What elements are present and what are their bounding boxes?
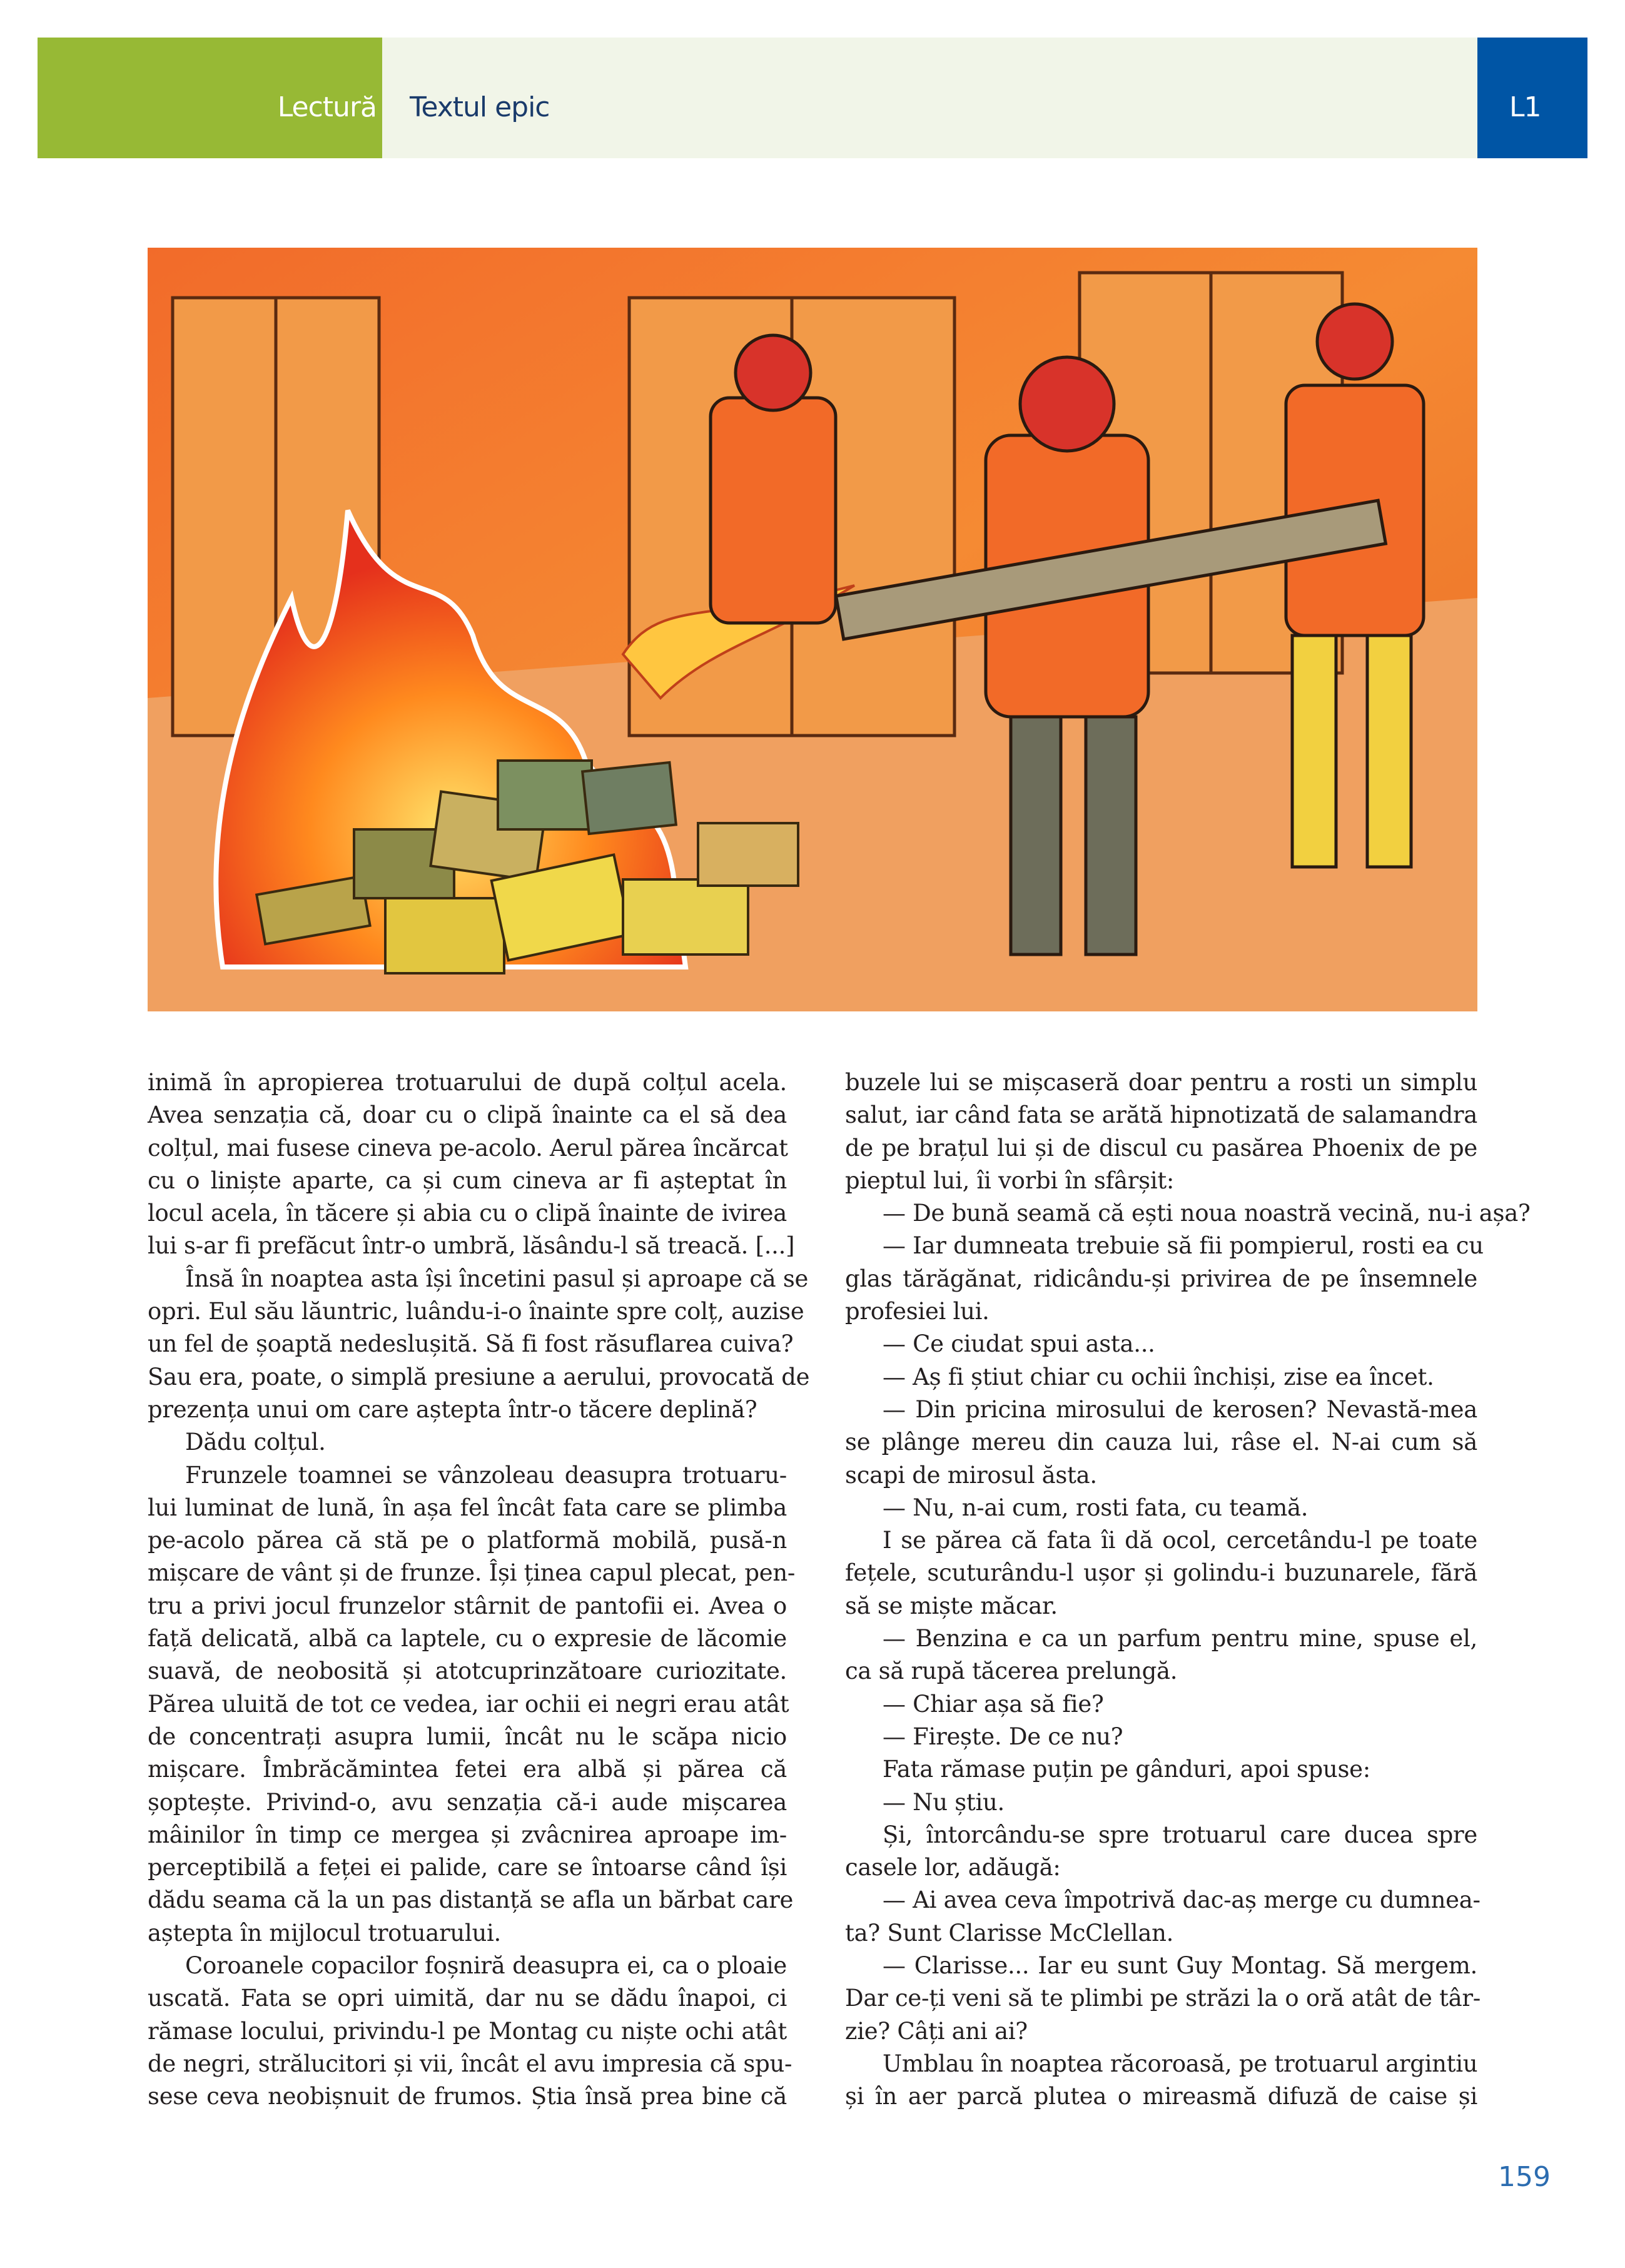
text-line: Avea senzația că, doar cu o clipă înainte ca el să dea xyxy=(148,1101,787,1129)
text-line: casele lor, adăugă: xyxy=(845,1854,1061,1881)
text-line: se plânge mereu din cauza lui, râse el. N-ai cum să xyxy=(845,1429,1477,1456)
text-line: și în aer parcă plutea o mireasmă difuză de caise și xyxy=(845,2083,1477,2110)
text-line: Însă în noaptea asta își încetini pasul și aproape că se xyxy=(185,1265,809,1292)
text-line: — Nu știu. xyxy=(883,1788,1005,1816)
text-line: profesiei lui. xyxy=(845,1298,990,1325)
text-line: cu o liniște aparte, ca și cum cineva ar fi așteptat în xyxy=(148,1167,787,1194)
text-line: buzele lui se mișcaseră doar pentru a rosti un simplu xyxy=(845,1069,1477,1096)
text-column-left xyxy=(148,1066,810,2114)
lesson-label: L1 xyxy=(1509,91,1541,123)
text-line: un fel de șoaptă nedeslușită. Să fi fost răsuflarea cuiva? xyxy=(148,1330,794,1358)
text-line: — Iar dumneata trebuie să fii pompierul, rosti ea cu xyxy=(883,1232,1484,1260)
topic-label: Textul epic xyxy=(410,91,550,123)
text-line: suavă, de neobosită și atotcuprinzătoare curiozitate. xyxy=(148,1658,787,1685)
page-number: 159 xyxy=(1498,2161,1551,2193)
text-line: mișcare de vânt și de frunze. Își ținea capul plecat, pen- xyxy=(148,1559,796,1587)
text-line: pieptul lui, îi vorbi în sfârșit: xyxy=(845,1167,1175,1194)
firemen-burning-books-illustration xyxy=(148,248,1477,1011)
text-line: zie? Câți ani ai? xyxy=(845,2017,1028,2045)
text-line: — Chiar așa să fie? xyxy=(883,1690,1104,1718)
text-line: locul acela, în tăcere și abia cu o clipă înainte de ivirea xyxy=(148,1200,787,1227)
text-line: — Clarisse... Iar eu sunt Guy Montag. Să mergem. xyxy=(883,1952,1477,1980)
text-line: dădu seama că la un pas distanță se afla un bărbat care xyxy=(148,1886,794,1914)
text-line: — Ai avea ceva împotrivă dac-aș merge cu dumnea- xyxy=(883,1886,1481,1914)
text-line: Coroanele copacilor foșniră deasupra ei, ca o ploaie xyxy=(185,1952,787,1980)
section-label: Lectură xyxy=(277,91,377,123)
text-line: Părea uluită de tot ce vedea, iar ochii ei negri erau atât xyxy=(148,1690,789,1718)
text-line: Dădu colțul. xyxy=(185,1429,326,1456)
text-line: glas tărăgănat, ridicându-și privirea de pe însemnele xyxy=(845,1265,1477,1292)
text-line: aștepta în mijlocul trotuarului. xyxy=(148,1919,502,1947)
text-line: fețele, scuturându-l ușor și golindu-i buzunarele, fără xyxy=(845,1559,1477,1587)
text-line: I se părea că fata îi dă ocol, cercetându-l pe toate xyxy=(883,1527,1477,1554)
text-line: — De bună seamă că ești noua noastră vecină, nu-i așa? xyxy=(883,1200,1531,1227)
text-line: ta? Sunt Clarisse McClellan. xyxy=(845,1919,1174,1947)
text-line: sese ceva neobișnuit de frumos. Știa însă prea bine că xyxy=(148,2083,787,2110)
text-line: colțul, mai fusese cineva pe-acolo. Aerul părea încărcat xyxy=(148,1134,788,1162)
text-line: — Firește. De ce nu? xyxy=(883,1723,1123,1750)
text-line: șoptește. Privind-o, avu senzația că-i aude mișcarea xyxy=(148,1788,787,1816)
text-line: de pe brațul lui și de discul cu pasărea Phoenix de pe xyxy=(845,1134,1477,1162)
text-line: față delicată, albă ca laptele, cu o expresie de lăcomie xyxy=(148,1625,787,1653)
text-line: mâinilor în timp ce mergea și zvâcnirea aproape im- xyxy=(148,1821,787,1848)
text-line: Fata rămase puțin pe gânduri, apoi spuse: xyxy=(883,1756,1370,1783)
text-line: Frunzele toamnei se vânzoleau deasupra trotuaru- xyxy=(185,1461,787,1489)
text-line: lui luminat de lună, în așa fel încât fata care se plimba xyxy=(148,1494,787,1521)
text-line: de negri, strălucitori și vii, încât el avu impresia că spu- xyxy=(148,2050,792,2077)
text-line: salut, iar când fata se arătă hipnotizată de salamandra xyxy=(845,1101,1477,1129)
text-line: — Benzina e ca un parfum pentru mine, spuse el, xyxy=(883,1625,1477,1653)
text-line: — Nu, n-ai cum, rosti fata, cu teamă. xyxy=(883,1494,1309,1521)
text-line: rămase locului, privindu-l pe Montag cu niște ochi atât xyxy=(148,2017,787,2045)
text-line: inimă în apropierea trotuarului de după colțul acela. xyxy=(148,1069,787,1096)
text-line: Sau era, poate, o simplă presiune a aerului, provocată de xyxy=(148,1363,810,1390)
text-line: tru a privi jocul frunzelor stârnit de pantofii ei. Avea o xyxy=(148,1592,787,1619)
text-line: scapi de mirosul ăsta. xyxy=(845,1461,1097,1489)
text-line: perceptibilă a feței ei palide, care se întoarse când își xyxy=(148,1854,787,1881)
text-line: lui s-ar fi prefăcut într-o umbră, lăsându-l să treacă. [...] xyxy=(148,1232,795,1260)
text-line: Dar ce-ți veni să te plimbi pe străzi la o oră atât de târ- xyxy=(845,1985,1481,2012)
text-line: — Aș fi știut chiar cu ochii închiși, zise ea încet. xyxy=(883,1363,1434,1390)
text-line: mișcare. Îmbrăcămintea fetei era albă și părea că xyxy=(148,1756,787,1783)
text-line: — Ce ciudat spui asta... xyxy=(883,1330,1155,1358)
text-line: opri. Eul său lăuntric, luându-i-o înainte spre colț, auzise xyxy=(148,1298,804,1325)
text-line: ca să rupă tăcerea prelungă. xyxy=(845,1658,1178,1685)
text-line: să se miște măcar. xyxy=(845,1592,1058,1619)
text-line: uscată. Fata se opri uimită, dar nu se dădu înapoi, ci xyxy=(148,1985,787,2012)
text-line: pe-acolo părea că stă pe o platformă mobilă, pusă-n xyxy=(148,1527,787,1554)
text-line: Umblau în noaptea răcoroasă, pe trotuarul argintiu xyxy=(883,2050,1478,2077)
text-line: prezența unui om care aștepta într-o tăcere deplină? xyxy=(148,1395,757,1423)
text-line: de concentrați asupra lumii, încât nu le scăpa nicio xyxy=(148,1723,787,1750)
text-column-right xyxy=(845,1066,1531,2114)
text-line: — Din pricina mirosului de kerosen? Nevastă-mea xyxy=(883,1395,1477,1423)
text-line: Și, întorcându-se spre trotuarul care ducea spre xyxy=(883,1821,1477,1848)
